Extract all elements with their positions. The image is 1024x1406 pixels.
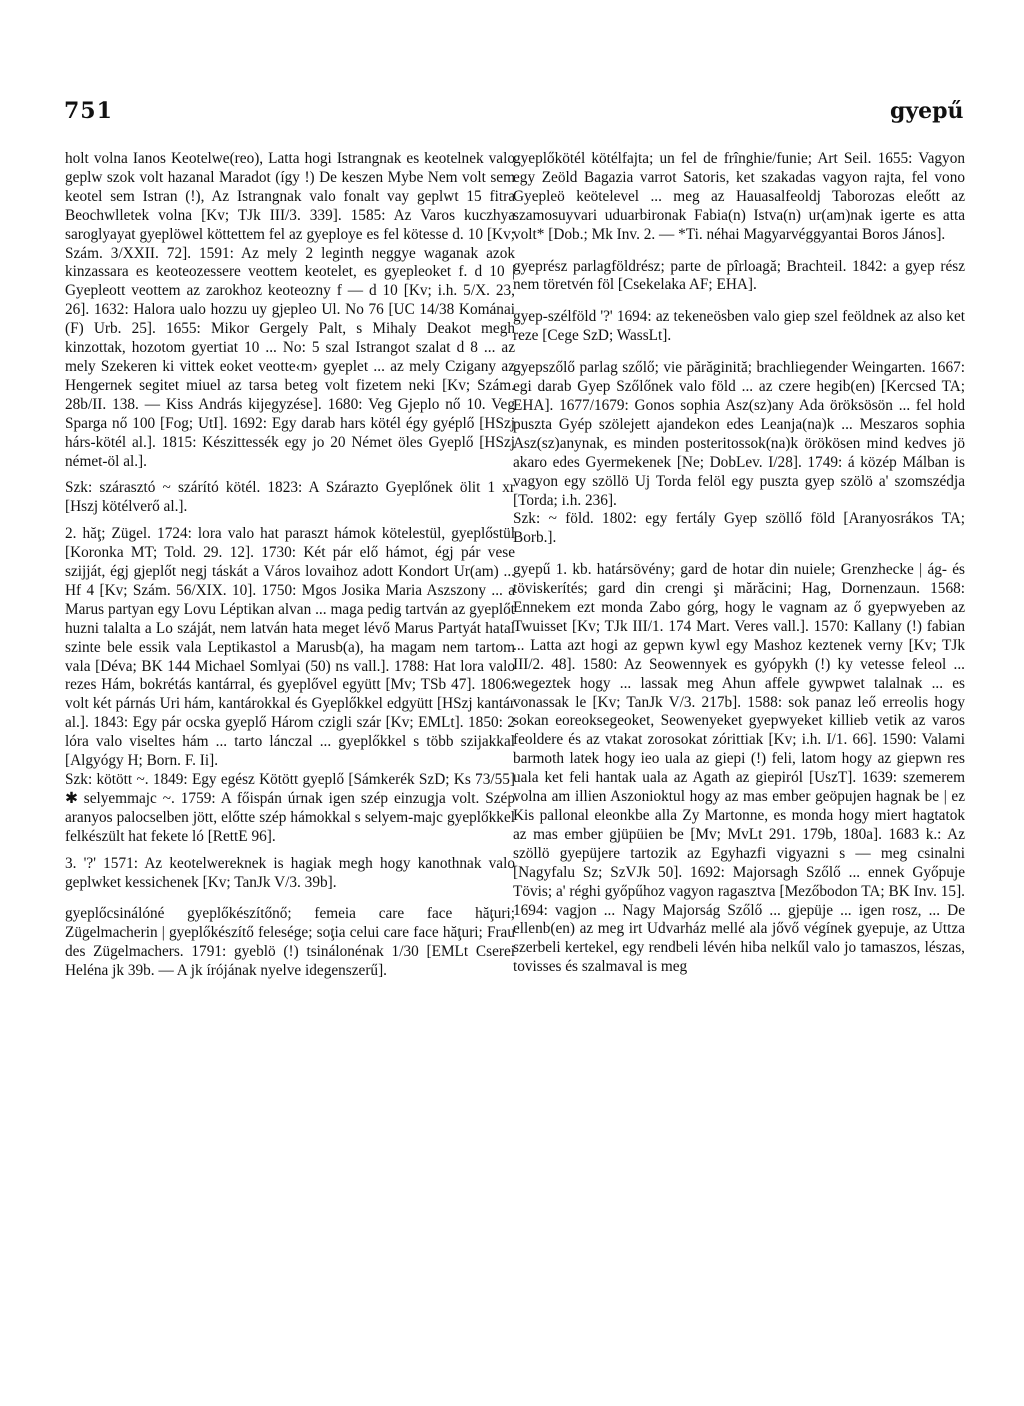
entry-paragraph: Szk: szárasztó ~ szárító kötél. 1823: A Szárazto Gyeplőnek ölit 1 xr [Hszj kötélverő al.]. <box>65 479 515 516</box>
entry-paragraph: gyep-szélföld '?' 1694: az tekeneösben valo giep szel feöldnek az also ket reze [Cege SzD; WassLt]. <box>513 308 965 345</box>
entry-paragraph: gyeprész parlagföldrész; parte de pîrloagă; Brachteil. 1842: a gyep rész nem töretvén föl [Csekelaka AF; EHA]. <box>513 257 965 294</box>
entry-paragraph: gyepű 1. kb. határsövény; gard de hotar din nuiele; Grenzhecke | ág- és töviskerítés; gard din crengi şi mărăcini; Hag, Dornenzaun. 1568: Ennekem ezt monda Zabo górg, hogy le vagnam az ő gyepwyeben az Twuisset [Kv; TJk III/1. 174 Mart. Veres vall.]. 1570: Kallany (!) fabian ... Latta azt hogi az gepwn kywl egy Mashoz keztenek verny [Kv; TJk III/2. 48]. 1580: Az Seowennyek es gyópykh (!) ky vetesse feleol ... wegeztek hogy ... lassak meg Ahun affele gywpwet talalnak ... es vonassak le [Kv; TanJk V/3. 217b]. 1588: sok panaz leő erreolis hogy sokan eoreoksegeoket, Seowenyeket gyepwyeket killieb vetik az varos feoldere és az vtakat zorosokat zórittiak [Kv; i.h. I/1. 66]. 1590: Valami barmoth latek hogy ieo uala az giepi (!) feli, latom hogy az giepwn res uala ket feli hantak uala az Agath az giepiról [UszT]. 1639: szemerem volna am illien Aszonioktul hogy az mas ember geöpujen hagnak be | ez Kis pallonal eleonkbe alla Zy Martonne, es monda hogy miert hagtatok az mas ember gjüpüien be [Mv; MvLt 291. 179b, 180a]. 1683 k.: Az szöllö gyepüjere tartozik az Egyhazfi vigyazni s — meg csinalni [Nagyfalu Sz; SzVJk 50]. 1692: Majorsagh Szőlő ... ennek Győpuje Tövis; a' réghi győpűhoz vagyon ragasztva [Mezőbodon TA; BK Inv. 15]. 1694: vagjon ... Nagy Majorság Szőlő ... gjepüje ... igen rosz, ... De ellenb(en) az meg irt Udvarház mellé ala jővő végínek gyepuje, az Uttza szerbeli kertekel, egy rendbeli lévén hiba nelkűl valo jo tamaszos, lészas, tovisses és szalmaval is meg <box>513 561 965 976</box>
entry-paragraph: Szk: ~ föld. 1802: egy fertály Gyep szöllő föld [Aranyosrákos TA; Borb.]. <box>513 510 965 547</box>
entry-paragraph: gyeplőcsinálóné gyeplőkészítőnő; femeia care face hăţuri; Zügelmacherin | gyeplőkészítő felesége; soţia celui care face hăţuri; Frau des Zügelmachers. 1791: gyeblö (!) tsinálonénak 1/30 [EMLt Cserei Heléna jk 39b. — A jk írójának nyelve idegenszerű]. <box>65 905 515 980</box>
entry-paragraph: 3. '?' 1571: Az keotelwereknek is hagiak megh hogy kanothnak valo geplwket kessichenek [Kv; TanJk V/3. 39b]. <box>65 854 515 891</box>
page-number: 751 <box>64 98 113 124</box>
right-column <box>513 150 965 977</box>
entry-paragraph: gyeplőkötél kötélfajta; un fel de frînghie/funie; Art Seil. 1655: Vagyon egy Zeöld Bagazia varrot Satoris, ket szakadas vagyon rajta, fel vono Gyepleö keötelevel ... meg az Hauasalfeoldj Taborozas eleőtt az szamosuyvari uduarbironak Fabia(n) Istva(n) ur(am)nak igerte es atta volt* [Dob.; Mk Inv. 2. — *Ti. néhai Magyarvéggyantai Boros János]. <box>513 150 965 243</box>
entry-paragraph: gyepszőlő parlag szőlő; vie părăginită; brachliegender Weingarten. 1667: egi darab Gyep Szőlőnek valo föld ... az czere hegib(en) [Kercsed TA; EHA]. 1677/1679: Gonos sophia Asz(sz)any Ada öröksösön ... fel hold puszta Gyép szölejett ajandekon edes Leanja(na)k ... Meszaros sophia Asz(sz)anynak, es minden posteritossok(na)k örökösen mind kedves jö akaro edes Gyermekenek [Ne; DobLev. I/28]. 1749: á közép Málban is vagyon egy szöllö Uj Torda felöl egy puszta gyep szölö a' szomszédja [Torda; i.h. 236]. <box>513 359 965 509</box>
entry-paragraph: 2. hăţ; Zügel. 1724: lora valo hat paraszt hámok kötelestül, gyeplőstül [Koronka MT; Told. 29. 12]. 1730: Két pár elő hámot, égj pár vese szijját, égj gjeplőt negj táskát a Város lovaihoz adott Kondort Ur(am) ... Hf 4 [Kv; Szám. 56/XIX. 10]. 1750: Mgos Josika Maria Aszszony ... a Marus partyan egy Lovu Léptikan alvan ... maga pedig tartván az gyeplőt huzni talalta a Lo száját, nem latván hata meget lévő Marus Partyát hatal szinte bele essik vala Leptikastol a Marusb(a), ha magam nem tartom vala [Déva; BK 144 Michael Somlyai (50) ns vall.]. 1788: Hat lora valo rezes Hám, bokrétás kantárral, és gyeplővel együtt [Mv; TSb 47]. 1806: volt két párnás Uri hám, kantárokkal és Gyeplőkkel edgyütt [HSzj kantár al.]. 1843: Egy pár ocska gyeplő Három czigli szár [Kv; EMLt]. 1850: 2 lóra valo viseltes hám ... tarto lánczal ... gyeplőkkel s több szijakkal [Algyógy H; Born. F. Ii]. <box>65 525 515 770</box>
entry-paragraph: holt volna Ianos Keotelwe(reo), Latta hogi Istrangnak es keotelnek valo geplw szok volt hazanal Maradot (így !) De keszen Mybe Nem volt sem keotel sem Istran (!), Az Istrangnak valo fonalt vay geplwt 15 fitra Beochwlletek volna [Kv; TJk III/3. 339]. 1585: Az Varos kuczhya saroglyayat gyeplöwel köttettem fel az gyeploye es fel kötesse d. 10 [Kv; Szám. 3/XXII. 72]. 1591: Az mely 2 leginth neggye waganak azok kinzassara es keoteozessere veottem keotelet, es gyepleoket f. d 10 | Gyepleott veottem az zarokhoz keoteozny f — d 10 [Kv; i.h. 5/X. 23, 26]. 1632: Halora ualo hozzu uy gjepleo Ul. No 76 [UC 14/38 Kománai (F) Urb. 25]. 1655: Mikor Gergely Palt, s Mihaly Deakot megh kinzottak, hozotom gyertiat 10 ... No: 5 szal Istrangot szalat d 8 ... az mely Szekeren ki vittek eoket veotte‹m› gyeplet ... az mely Czigany az Hengernek segitet miuel az tarsa beteg volt fizetem neki [Kv; Szám. 28b/II. 138. — Kiss András kijegyzése]. 1680: Veg Gjeplo nő 10. Veg Sparga nő 100 [Fog; UtI]. 1692: Egy darab hars kötél égy gyéplő [HSzj hárs-kötél al.]. 1815: Készittessék egy jo 20 Német öles Gyeplő [HSzj német-öl al.]. <box>65 150 515 470</box>
entry-paragraph: Szk: kötött ~. 1849: Egy egész Kötött gyeplő [Sámkerék SzD; Ks 73/55] ✱ selyemmajc ~. 1759: A főispán úrnak igen szép einzugja volt. Szép aranyos palocselben jött, előtte szép hámokkal s selyem-majc gyeplőkkel felkészült hat fekete ló [RettE 96]. <box>65 771 515 845</box>
left-column <box>65 150 515 981</box>
guide-word: gyepű <box>890 98 964 124</box>
